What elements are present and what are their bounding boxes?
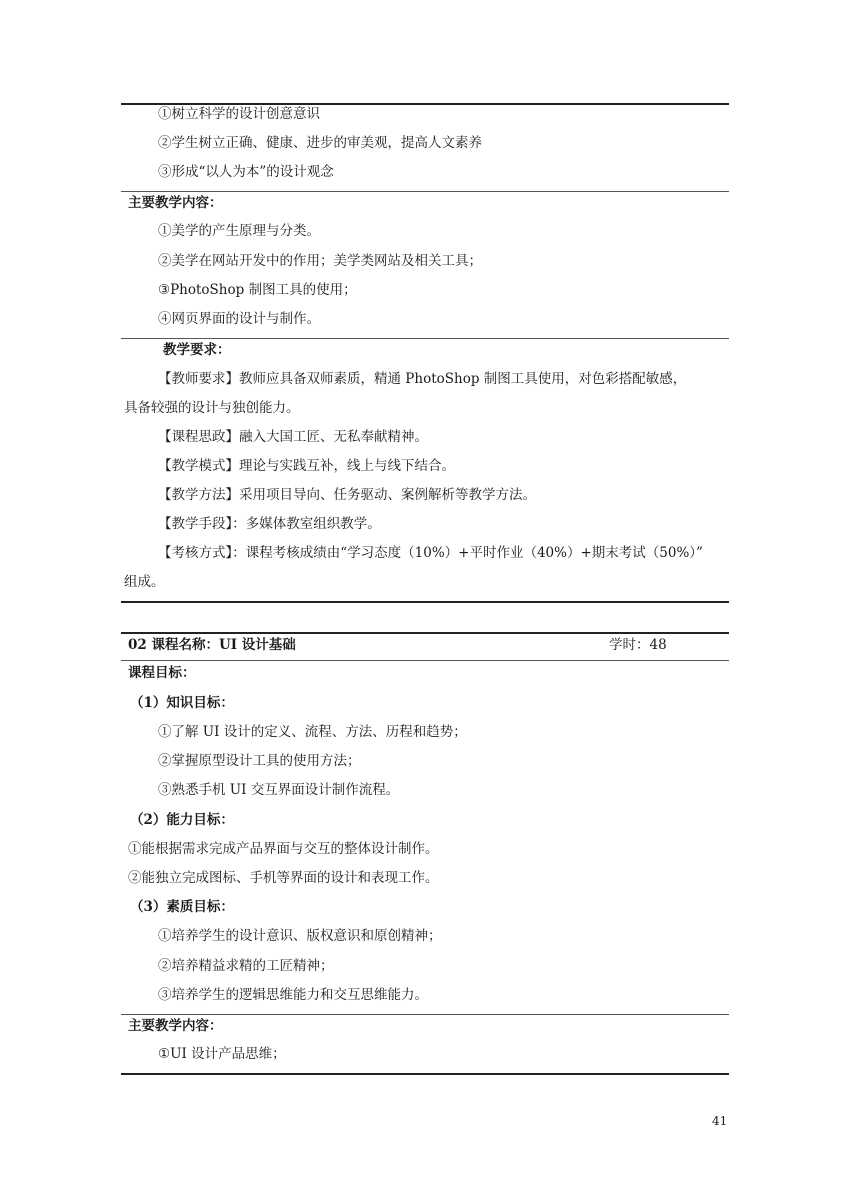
table-top-border bbox=[121, 632, 729, 634]
quality-item: ②培养精益求精的工匠精神； bbox=[158, 958, 334, 974]
table-bottom-border bbox=[121, 601, 729, 603]
req-assessment-cont: 组成。 bbox=[124, 574, 165, 590]
content-item: ①UI 设计产品思维； bbox=[158, 1046, 286, 1062]
quality-item: ①树立科学的设计创意意识 bbox=[158, 106, 320, 122]
page-number: 41 bbox=[712, 1114, 728, 1128]
course-hours: 学时：48 bbox=[609, 637, 667, 653]
req-means: 【教学手段】：多媒体教室组织教学。 bbox=[158, 516, 381, 532]
req-teacher: 【教师要求】教师应具备双师素质，精通 PhotoShop 制图工具使用，对色彩搭配敏感， bbox=[158, 371, 687, 387]
course-name: 02 课程名称：UI 设计基础 bbox=[128, 637, 296, 653]
quality-item: ①培养学生的设计意识、版权意识和原创精神； bbox=[158, 928, 442, 944]
row-divider bbox=[121, 338, 729, 339]
quality-item: ②学生树立正确、健康、进步的审美观，提高人文素养 bbox=[158, 135, 482, 151]
quality-heading: （3）素质目标： bbox=[130, 899, 234, 915]
quality-item: ③形成“以人为本”的设计观念 bbox=[158, 164, 334, 180]
knowledge-item: ①了解 UI 设计的定义、流程、方法、历程和趋势； bbox=[158, 724, 467, 740]
content-item: ③PhotoShop 制图工具的使用； bbox=[158, 282, 357, 298]
ability-item: ②能独立完成图标、手机等界面的设计和表现工作。 bbox=[128, 870, 439, 886]
req-method: 【教学方法】采用项目导向、任务驱动、案例解析等教学方法。 bbox=[158, 487, 536, 503]
quality-item: ③培养学生的逻辑思维能力和交互思维能力。 bbox=[158, 987, 428, 1003]
requirements-heading: 教学要求： bbox=[163, 342, 231, 358]
req-ideology: 【课程思政】融入大国工匠、无私奉献精神。 bbox=[158, 429, 428, 445]
content-item: ①美学的产生原理与分类。 bbox=[158, 223, 320, 239]
content-heading: 主要教学内容： bbox=[128, 195, 223, 211]
row-divider bbox=[121, 660, 729, 661]
goal-heading: 课程目标： bbox=[128, 665, 196, 681]
row-divider bbox=[121, 191, 729, 192]
content-item: ②美学在网站开发中的作用；美学类网站及相关工具； bbox=[158, 253, 482, 269]
content-heading: 主要教学内容： bbox=[128, 1018, 223, 1034]
knowledge-item: ③熟悉手机 UI 交互界面设计制作流程。 bbox=[158, 782, 400, 798]
ability-heading: （2）能力目标： bbox=[130, 812, 234, 828]
req-assessment: 【考核方式】：课程考核成绩由“学习态度（10%）+平时作业（40%）+期末考试（50%）” bbox=[158, 545, 703, 561]
req-teacher-cont: 具备较强的设计与独创能力。 bbox=[124, 400, 300, 416]
req-mode: 【教学模式】理论与实践互补，线上与线下结合。 bbox=[158, 458, 455, 474]
table-bottom-border bbox=[121, 1073, 729, 1075]
content-item: ④网页界面的设计与制作。 bbox=[158, 311, 320, 327]
knowledge-item: ②掌握原型设计工具的使用方法； bbox=[158, 753, 361, 769]
knowledge-heading: （1）知识目标： bbox=[130, 695, 234, 711]
row-divider bbox=[121, 1014, 729, 1015]
ability-item: ①能根据需求完成产品界面与交互的整体设计制作。 bbox=[128, 841, 439, 857]
